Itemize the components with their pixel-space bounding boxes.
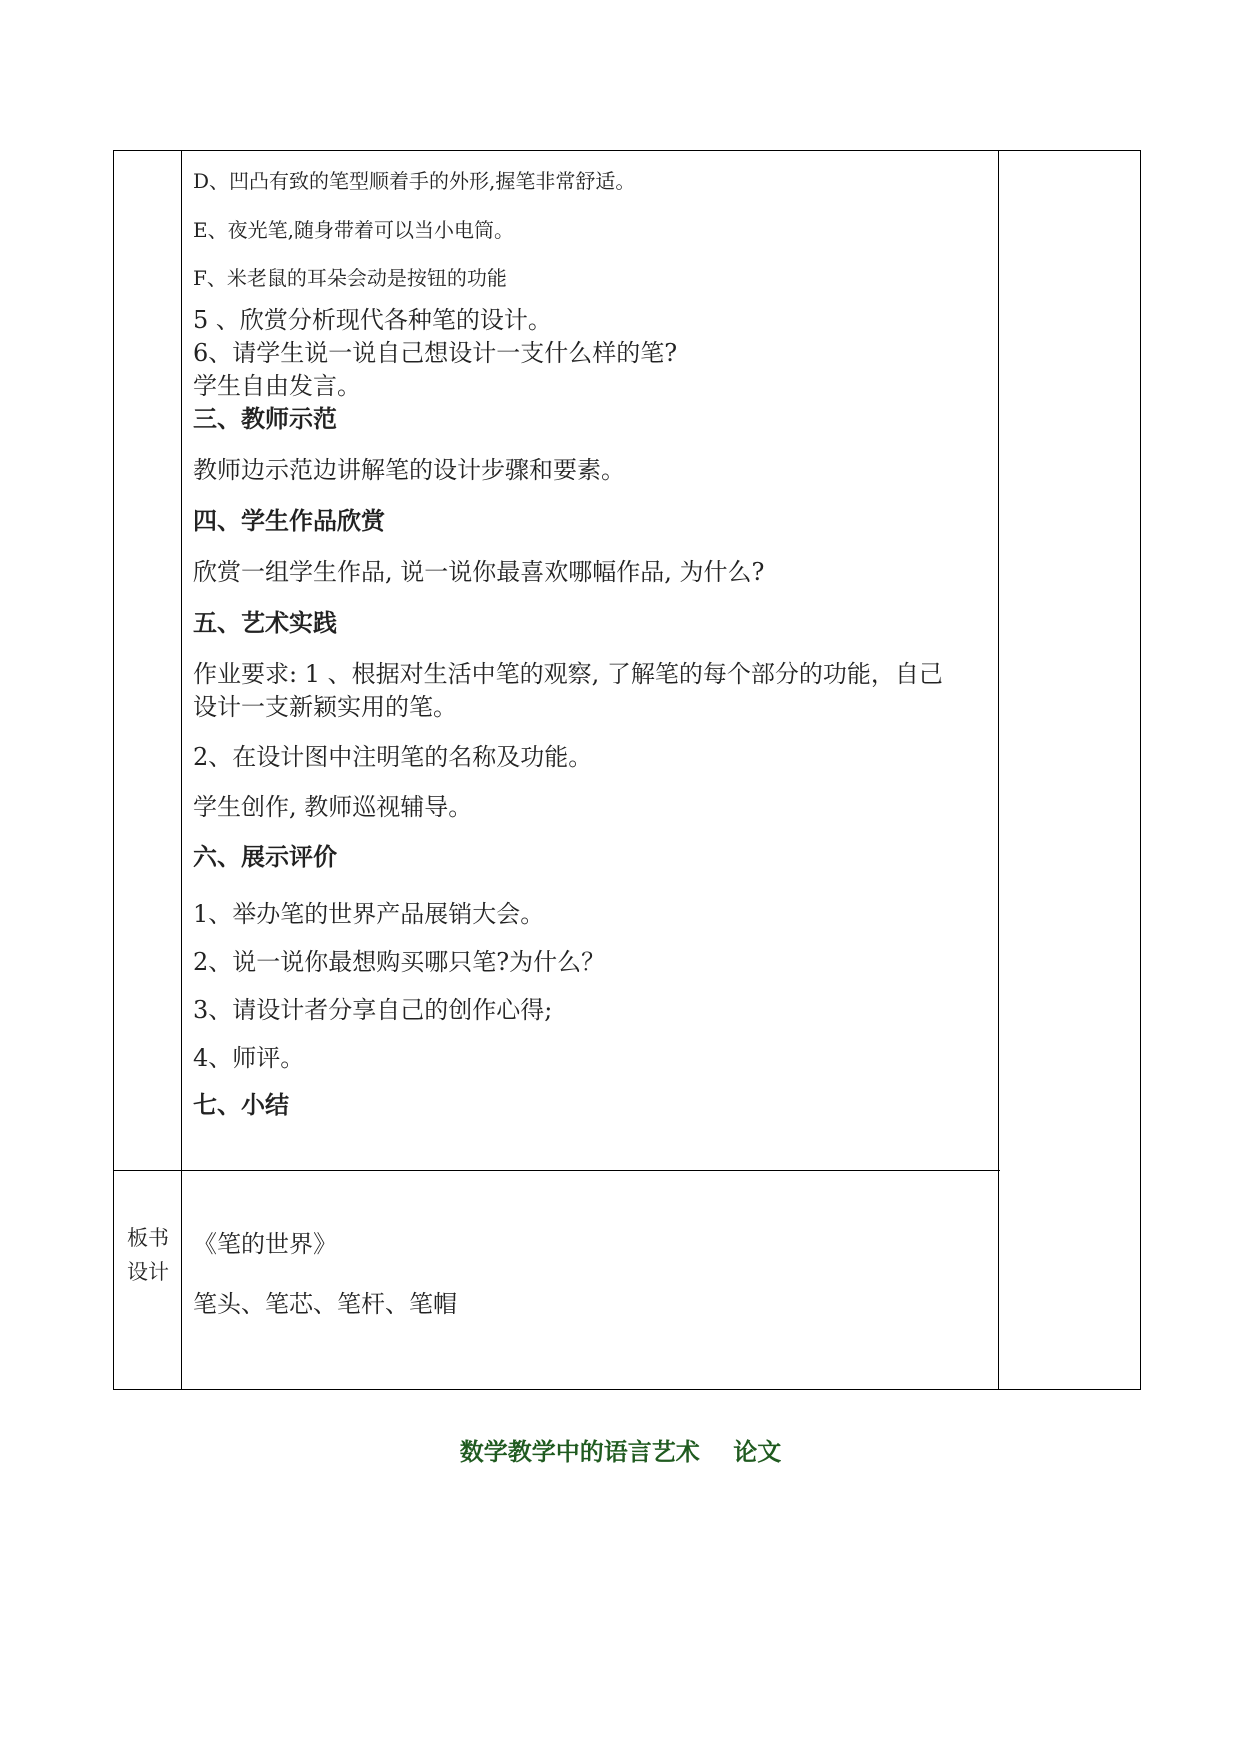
step-5-line: 5 、欣赏分析现代各种笔的设计。: [193, 306, 552, 334]
table-row-divider: [114, 1170, 1000, 1171]
board-label-line-2: 设计: [127, 1260, 169, 1284]
appreciation-line: 欣赏一组学生作品, 说一说你最喜欢哪幅作品, 为什么?: [193, 558, 765, 586]
section-heading-7: 七、小结: [193, 1090, 289, 1119]
section-heading-3: 三、教师示范: [193, 404, 337, 433]
footer-title[interactable]: 数学教学中的语言艺术 论文: [459, 1437, 782, 1466]
board-design-label: [114, 1221, 182, 1289]
section-heading-4: 四、学生作品欣赏: [193, 506, 385, 535]
homework-line-3: 2、在设计图中注明笔的名称及功能。: [193, 743, 593, 771]
evaluation-line-3: 3、请设计者分享自己的创作心得;: [193, 996, 553, 1024]
board-label-line-1: 板书: [127, 1226, 169, 1250]
student-speak-line: 学生自由发言。: [193, 372, 361, 400]
board-parts: 笔头、笔芯、笔杆、笔帽: [193, 1290, 457, 1318]
teacher-demo-line: 教师边示范边讲解笔的设计步骤和要素。: [193, 456, 625, 484]
table-divider-right: [998, 151, 999, 1389]
lesson-plan-table: [113, 150, 1141, 1390]
evaluation-line-1: 1、举办笔的世界产品展销大会。: [193, 900, 545, 928]
evaluation-line-4: 4、师评。: [193, 1044, 305, 1072]
homework-line-1: 作业要求: 1 、根据对生活中笔的观察, 了解笔的每个部分的功能，自己: [193, 660, 943, 688]
step-6-line: 6、请学生说一说自己想设计一支什么样的笔?: [193, 339, 678, 367]
feature-line-e: E、夜光笔,随身带着可以当小电筒。: [193, 218, 514, 242]
section-heading-5: 五、艺术实践: [193, 608, 337, 637]
board-title: 《笔的世界》: [193, 1230, 337, 1258]
section-heading-6: 六、展示评价: [193, 842, 337, 871]
creation-line: 学生创作, 教师巡视辅导。: [193, 793, 473, 821]
feature-line-f: F、米老鼠的耳朵会动是按钮的功能: [193, 266, 507, 290]
evaluation-line-2: 2、说一说你最想购买哪只笔?为什么？: [193, 948, 606, 976]
table-divider-left: [181, 151, 182, 1389]
homework-line-2: 设计一支新颖实用的笔。: [193, 693, 457, 721]
feature-line-d: D、凹凸有致的笔型顺着手的外形,握笔非常舒适。: [193, 169, 636, 193]
